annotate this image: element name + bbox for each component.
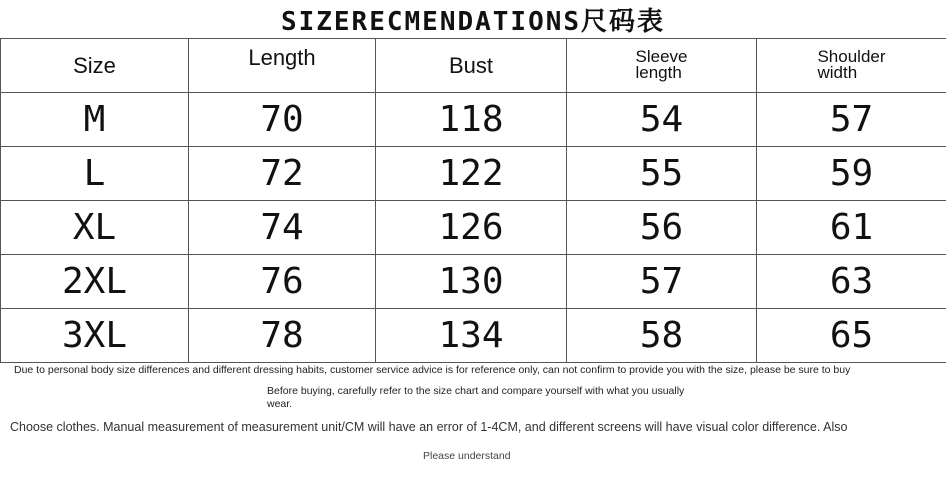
bust-cell: 118 (376, 93, 567, 147)
header-shoulder-line1: Shoulder (817, 46, 886, 66)
header-bust: Bust (376, 39, 567, 93)
table-row (1, 255, 946, 309)
bust-cell: 134 (376, 309, 567, 363)
shoulder-cell: 59 (757, 147, 946, 201)
disclaimer-line-2: Before buying, carefully refer to the size chart and compare yourself with what you usually wear. (267, 385, 685, 410)
page-title: SIZERECMENDATIONS尺码表 (280, 7, 666, 37)
size-cell: XL (1, 201, 189, 255)
disclaimer-notes (0, 355, 946, 483)
disclaimer-line-1: Due to personal body size differences and different dressing habits, customer service advice is for reference only, can not confirm to provide you with the size, please be sure to buy (14, 364, 851, 376)
header-shoulder-line2: width (817, 62, 858, 82)
length-cell: 72 (189, 147, 376, 201)
shoulder-cell: 61 (757, 201, 946, 255)
header-shoulder-width (757, 39, 946, 93)
size-chart-table (0, 38, 946, 363)
table-header-row (1, 39, 946, 93)
shoulder-cell: 65 (757, 309, 946, 363)
sleeve-cell: 55 (567, 147, 757, 201)
sleeve-cell: 57 (567, 255, 757, 309)
size-cell: L (1, 147, 189, 201)
table-row (1, 93, 946, 147)
shoulder-cell: 63 (757, 255, 946, 309)
length-cell: 74 (189, 201, 376, 255)
table-row (1, 201, 946, 255)
header-sleeve-line1: Sleeve (635, 46, 688, 66)
sleeve-cell: 58 (567, 309, 757, 363)
size-cell: 3XL (1, 309, 189, 363)
size-cell: M (1, 93, 189, 147)
length-cell: 78 (189, 309, 376, 363)
table-row (1, 147, 946, 201)
header-size: Size (1, 39, 189, 93)
length-cell: 76 (189, 255, 376, 309)
disclaimer-line-3: Choose clothes. Manual measurement of measurement unit/CM will have an error of 1-4CM, and different screens will have visual color difference. Also (10, 420, 848, 434)
header-length: Length (189, 39, 376, 93)
sleeve-cell: 54 (567, 93, 757, 147)
disclaimer-line-4: Please understand (423, 450, 511, 462)
header-sleeve-line2: length (635, 62, 682, 82)
length-cell: 70 (189, 93, 376, 147)
bust-cell: 126 (376, 201, 567, 255)
bust-cell: 130 (376, 255, 567, 309)
header-sleeve-length (567, 39, 757, 93)
sleeve-cell: 56 (567, 201, 757, 255)
bust-cell: 122 (376, 147, 567, 201)
shoulder-cell: 57 (757, 93, 946, 147)
size-cell: 2XL (1, 255, 189, 309)
